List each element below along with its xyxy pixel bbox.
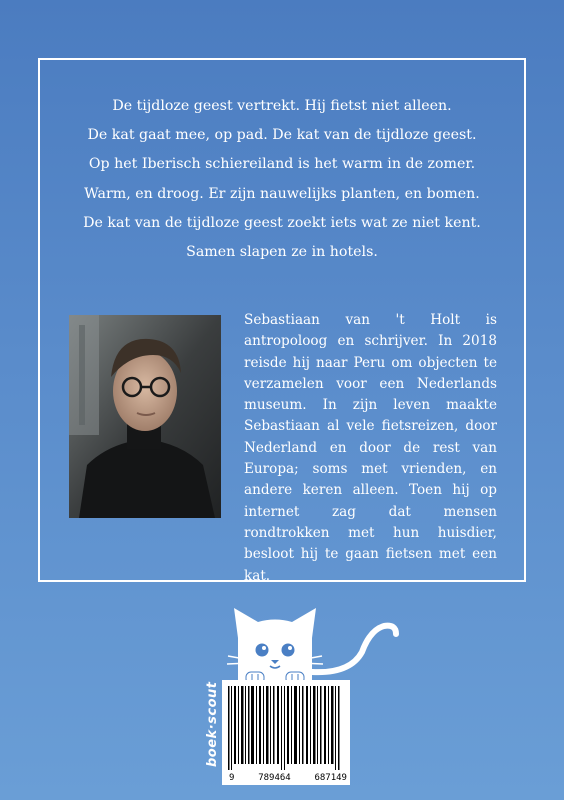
author-photo (69, 315, 221, 518)
isbn-group-1: 789464 (258, 773, 291, 783)
poem-line: Samen slapen ze in hotels. (186, 244, 378, 261)
barcode-bars (222, 680, 350, 772)
cat-illustration (200, 600, 400, 684)
isbn-number (229, 773, 347, 783)
barcode (222, 680, 350, 785)
author-portrait-illustration (69, 315, 221, 518)
poem-block (0, 92, 564, 267)
poem-line: Warm, en droog. Er zijn nauwelijks planten, en bomen. (84, 185, 480, 202)
author-bio: Sebastiaan van 't Holt is antropoloog en schrijver. In 2018 reisde hij naar Peru om objecten te verzamelen voor een Nederlands museum. In zijn leven maakte Sebastiaan al vele fietsreizen, door Nederland en door de rest van Europa; soms met vrienden, en andere keren alleen. Toen hij op internet zag dat mensen rondtrokken met hun huisdier, besloot hij te gaan fietsen met een kat. (244, 312, 497, 584)
isbn-lead: 9 (229, 773, 235, 783)
publisher-logo: boek·scout (205, 681, 220, 767)
poem-line: De tijdloze geest vertrekt. Hij fietst niet alleen. (112, 98, 452, 114)
poem-line: Op het Iberisch schiereiland is het warm in de zomer. (88, 156, 476, 173)
poem-line: De kat van de tijdloze geest zoekt iets wat ze niet kent. (83, 214, 481, 231)
poem-line: De kat gaat mee, op pad. De kat van de tijdloze geest. (87, 127, 477, 144)
isbn-group-2: 687149 (314, 773, 347, 783)
